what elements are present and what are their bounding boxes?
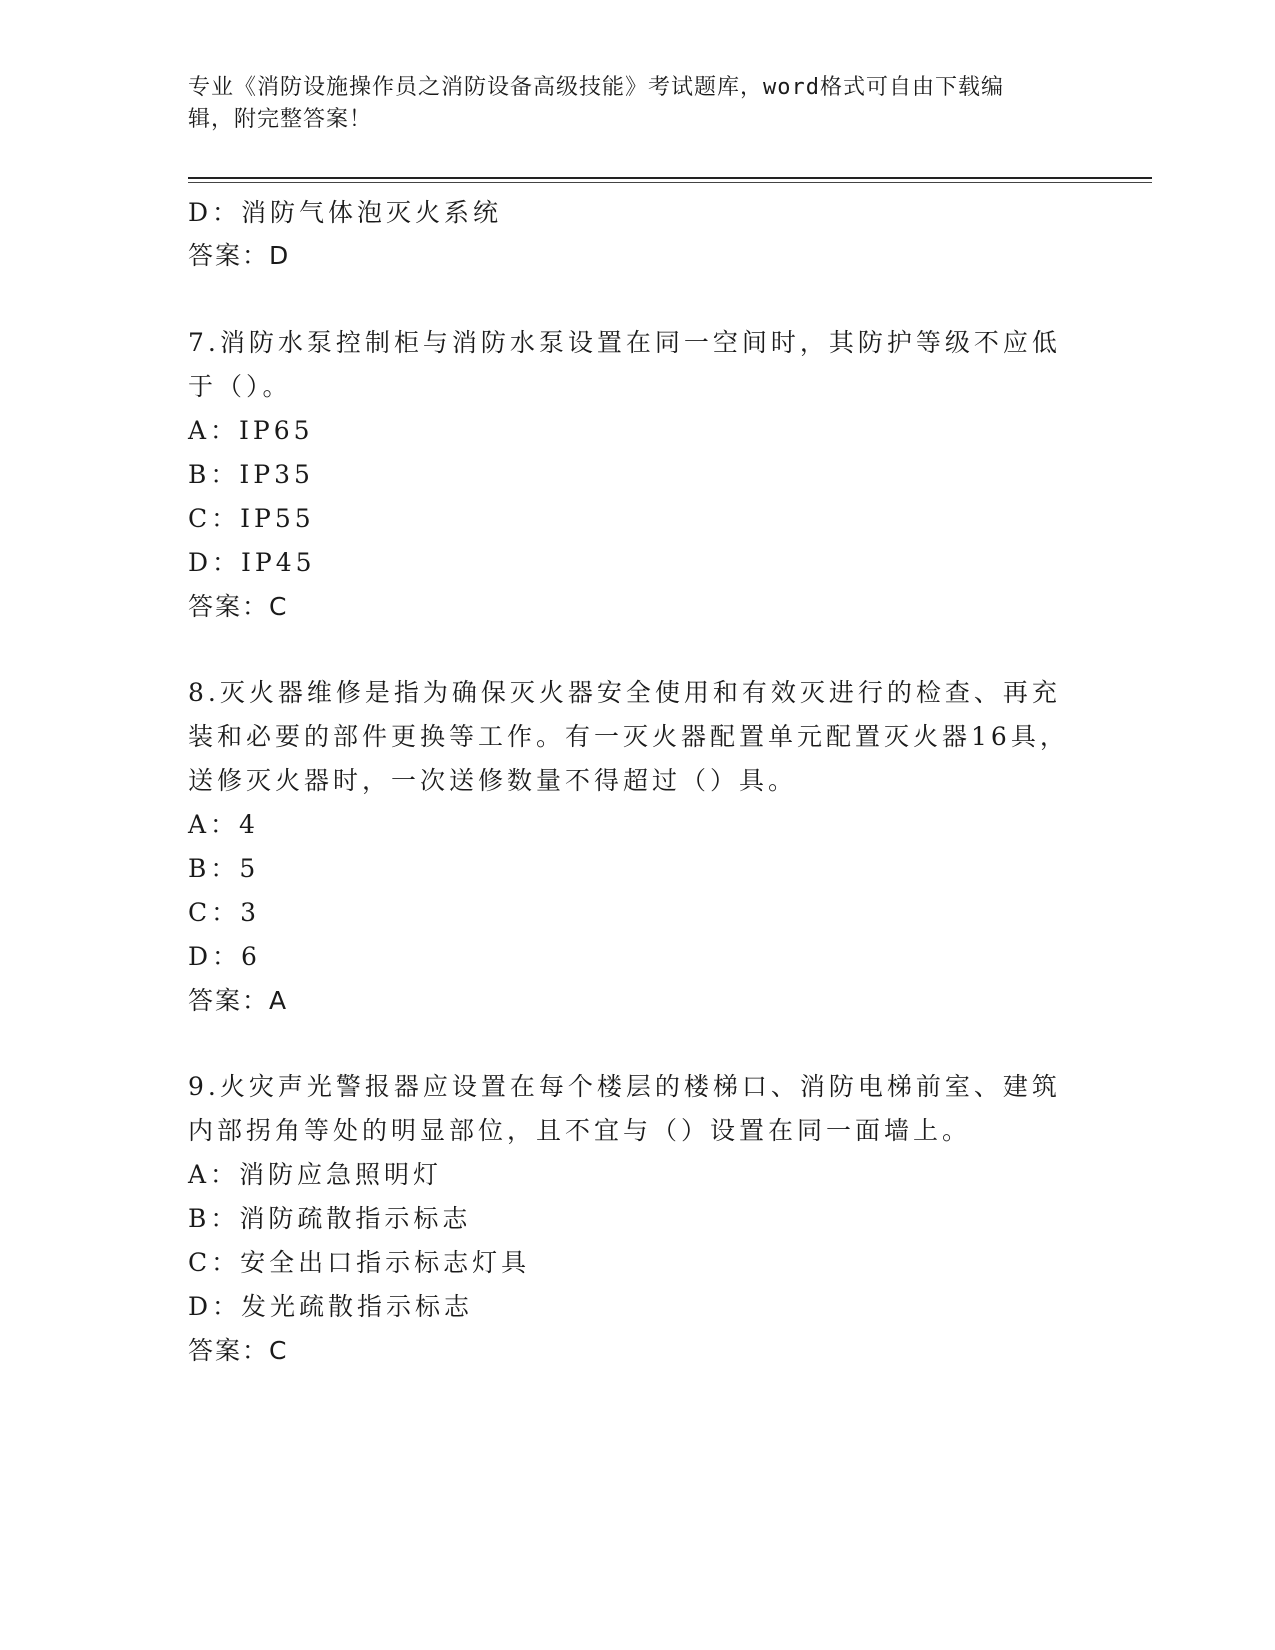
header-line-1: 专业《消防设施操作员之消防设备高级技能》考试题库，word格式可自由下载编 xyxy=(188,75,1004,100)
q8-answer: 答案：A xyxy=(188,986,289,1015)
q8-option-c: C：3 xyxy=(188,898,261,927)
document-header xyxy=(188,72,1088,136)
header-divider-thin xyxy=(188,182,1152,183)
q7-option-c: C：IP55 xyxy=(188,504,315,533)
header-divider-thick xyxy=(188,177,1152,179)
q8-option-b: B：5 xyxy=(188,854,260,883)
q6-option-d: D：消防气体泡灭火系统 xyxy=(188,198,503,227)
q8-stem-line-2: 装和必要的部件更换等工作。有一灭火器配置单元配置灭火器16具， xyxy=(188,722,1069,751)
header-line-2: 辑，附完整答案！ xyxy=(188,107,373,132)
q8-stem-line-3: 送修灭火器时，一次送修数量不得超过（）具。 xyxy=(188,766,798,795)
q9-stem-line-1: 9.火灾声光警报器应设置在每个楼层的楼梯口、消防电梯前室、建筑 xyxy=(188,1072,1061,1101)
q9-option-a: A：消防应急照明灯 xyxy=(188,1160,443,1189)
q9-option-d: D：发光疏散指示标志 xyxy=(188,1292,474,1321)
q9-answer: 答案：C xyxy=(188,1336,289,1365)
q8-stem-line-1: 8.灭火器维修是指为确保灭火器安全使用和有效灭进行的检查、再充 xyxy=(188,678,1061,707)
q7-option-b: B：IP35 xyxy=(188,460,314,489)
q7-answer: 答案：C xyxy=(188,592,289,621)
q9-option-b: B：消防疏散指示标志 xyxy=(188,1204,472,1233)
q7-stem-line-1: 7.消防水泵控制柜与消防水泵设置在同一空间时，其防护等级不应低 xyxy=(188,328,1061,357)
q7-stem-line-2: 于（）。 xyxy=(188,372,292,401)
q9-stem-line-2: 内部拐角等处的明显部位，且不宜与（）设置在同一面墙上。 xyxy=(188,1116,972,1145)
q7-option-d: D：IP45 xyxy=(188,548,316,577)
q7-option-a: A：IP65 xyxy=(188,416,314,445)
q8-option-a: A：4 xyxy=(188,810,259,839)
q6-answer: 答案：D xyxy=(188,241,291,270)
q9-option-c: C：安全出口指示标志灯具 xyxy=(188,1248,531,1277)
q8-option-d: D：6 xyxy=(188,942,261,971)
